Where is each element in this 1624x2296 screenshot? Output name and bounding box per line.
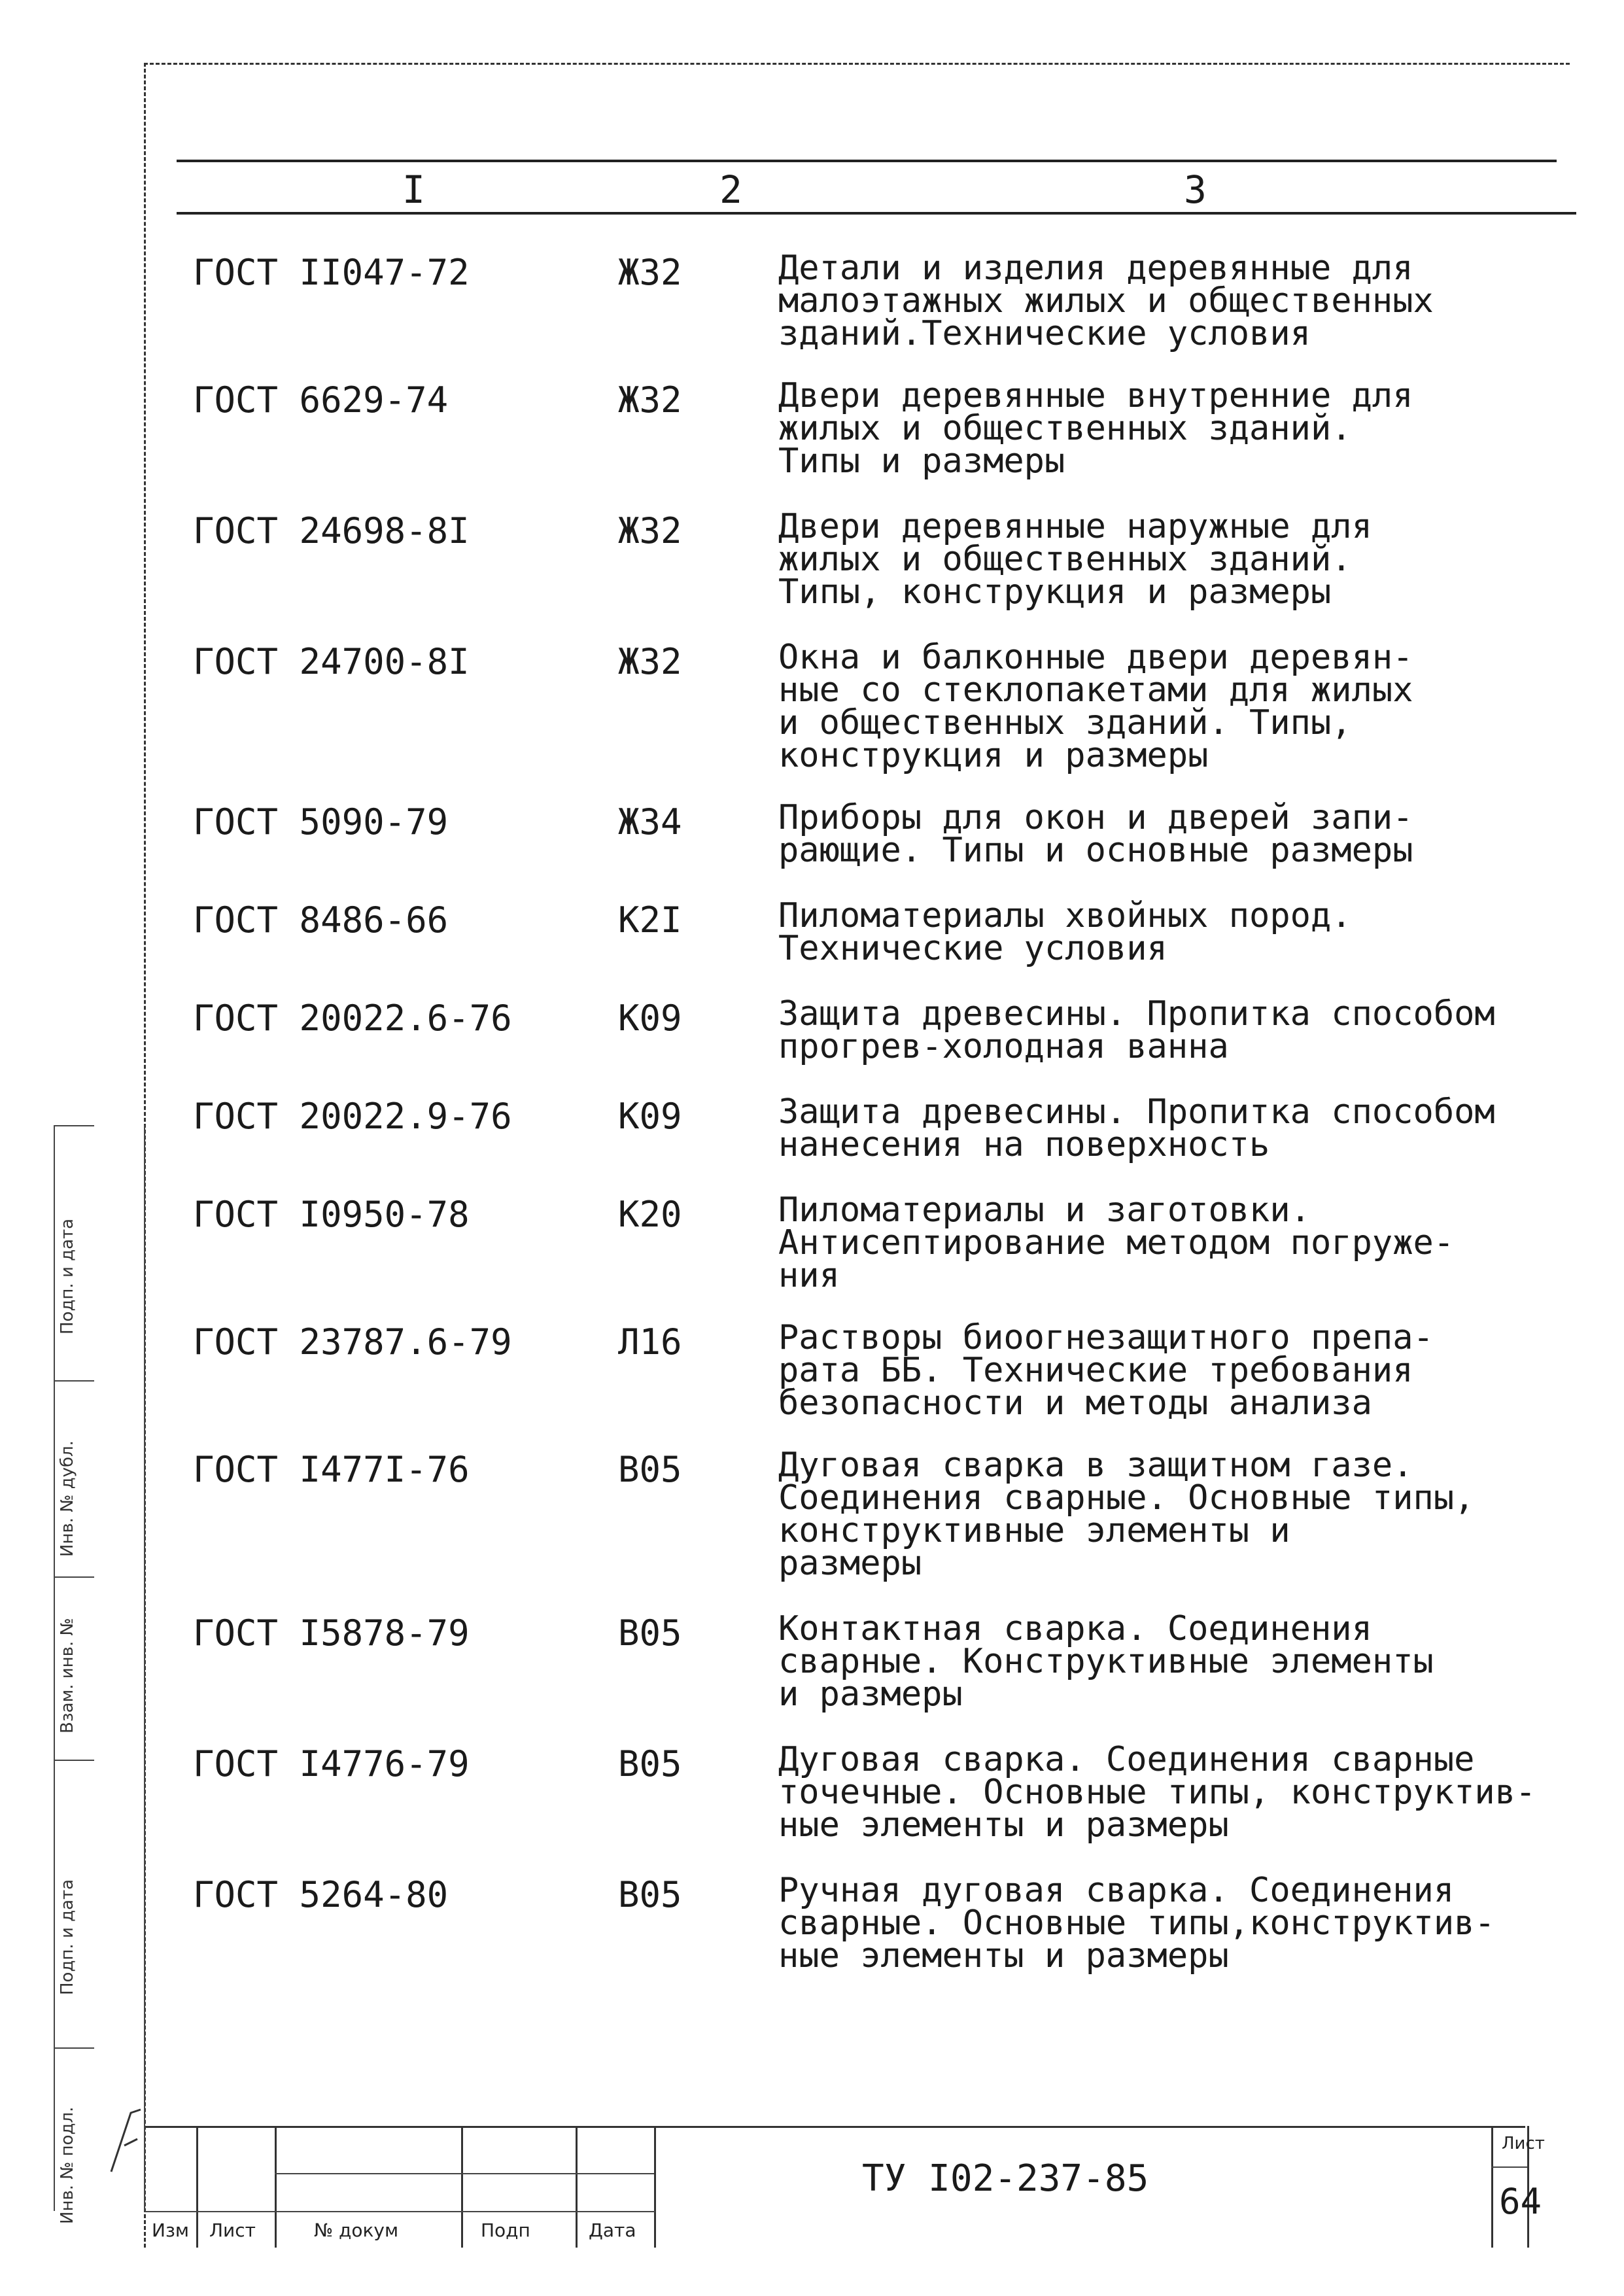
sheet-number: 64 xyxy=(1499,2181,1542,2222)
standard-number: ГОСТ I5878-79 xyxy=(193,1612,470,1654)
standard-number: ГОСТ 8486-66 xyxy=(193,899,449,941)
classification-code: В05 xyxy=(618,1874,682,1915)
label-izm: Изм xyxy=(152,2219,189,2241)
label-list: Лист xyxy=(209,2219,256,2241)
standard-number: ГОСТ 23787.6-79 xyxy=(193,1321,512,1363)
standard-number: ГОСТ 20022.6-76 xyxy=(193,998,512,1039)
classification-code: В05 xyxy=(618,1449,682,1490)
title-block-divider xyxy=(654,2126,656,2248)
standard-number: ГОСТ 5264-80 xyxy=(193,1874,449,1915)
title-block-divider xyxy=(1491,2126,1493,2248)
classification-code: К09 xyxy=(618,998,682,1039)
label-doc-number: № докум xyxy=(314,2219,399,2241)
column-header-2: 2 xyxy=(719,167,742,212)
standard-title: Дуговая сварка в защитном газе. Соединения сварные. Основные типы, конструктивные элементы и размеры xyxy=(778,1446,1475,1583)
classification-code: К20 xyxy=(618,1194,682,1235)
title-block-divider xyxy=(275,2126,277,2248)
standard-title: Защита древесины. Пропитка способом нанесения на поверхность xyxy=(778,1092,1495,1164)
label-date: Дата xyxy=(589,2219,636,2241)
standard-number: ГОСТ I0950-78 xyxy=(193,1194,470,1235)
stamp-label: Подп. и дата xyxy=(58,1218,77,1334)
standard-number: ГОСТ I4776-79 xyxy=(193,1743,470,1784)
stamp-label: Инв. № дубл. xyxy=(58,1440,77,1557)
title-block-divider xyxy=(461,2126,463,2248)
standard-number: ГОСТ II047-72 xyxy=(193,252,470,293)
standard-number: ГОСТ 20022.9-76 xyxy=(193,1096,512,1137)
standard-title: Контактная сварка. Соединения сварные. Конструктивные элементы и размеры xyxy=(778,1609,1434,1714)
classification-code: В05 xyxy=(618,1612,682,1654)
classification-code: Ж32 xyxy=(618,641,682,682)
stamp-divider xyxy=(55,2047,94,2049)
frame-top-border xyxy=(144,63,1570,65)
stamp-divider xyxy=(55,1125,94,1126)
stamp-divider xyxy=(55,1380,94,1382)
classification-code: К2I xyxy=(618,899,682,941)
title-block-row-rule xyxy=(1491,2166,1527,2168)
standard-title: Приборы для окон и дверей запи- рающие. Типы и основные размеры xyxy=(778,798,1413,870)
column-header-3: 3 xyxy=(1184,167,1207,212)
classification-code: Ж32 xyxy=(618,510,682,551)
standard-number: ГОСТ I477I-76 xyxy=(193,1449,470,1490)
title-block-row-rule xyxy=(275,2173,654,2174)
title-block-divider xyxy=(576,2126,578,2248)
title-block-divider xyxy=(196,2126,198,2248)
stamp-divider xyxy=(55,1760,94,1761)
label-signature: Подп xyxy=(481,2219,530,2241)
standard-title: Защита древесины. Пропитка способом прогрев-холодная ванна xyxy=(778,994,1495,1066)
standard-title: Растворы биоогнезащитного препа- рата ББ. Технические требования безопасности и методы анализа xyxy=(778,1318,1434,1423)
sheet-label: Лист xyxy=(1502,2134,1545,2153)
classification-code: Ж32 xyxy=(618,379,682,421)
standard-title: Окна и балконные двери деревян- ные со стеклопакетами для жилых и общественных зданий. Типы, конструкция и размеры xyxy=(778,638,1413,775)
standard-title: Дуговая сварка. Соединения сварные точечные. Основные типы, конструктив- ные элементы и размеры xyxy=(778,1740,1536,1845)
handwritten-signature xyxy=(105,2100,144,2178)
table-header-bottom-rule xyxy=(177,212,1576,215)
standard-title: Детали и изделия деревянные для малоэтажных жилых и общественных зданий.Технические условия xyxy=(778,249,1434,353)
classification-code: Л16 xyxy=(618,1321,682,1363)
title-block-row-rule xyxy=(145,2211,655,2212)
stamp-label: Подп. и дата xyxy=(58,1879,77,1995)
table-header-top-rule xyxy=(177,160,1557,162)
standard-title: Двери деревянные наружные для жилых и общественных зданий. Типы, конструкция и размеры xyxy=(778,507,1372,612)
classification-code: В05 xyxy=(618,1743,682,1784)
column-header-1: I xyxy=(402,167,425,212)
standard-title: Пиломатериалы и заготовки. Антисептирование методом погруже- ния xyxy=(778,1191,1455,1295)
standard-title: Пиломатериалы хвойных пород. Технические условия xyxy=(778,896,1352,968)
standard-number: ГОСТ 24700-8I xyxy=(193,641,470,682)
classification-code: К09 xyxy=(618,1096,682,1137)
classification-code: Ж34 xyxy=(618,801,682,843)
stamp-label: Взам. инв. № xyxy=(58,1618,77,1733)
stamp-label: Инв. № подл. xyxy=(58,2106,77,2224)
stamp-divider xyxy=(55,1576,94,1578)
classification-code: Ж32 xyxy=(618,252,682,293)
standard-number: ГОСТ 5090-79 xyxy=(193,801,449,843)
standard-number: ГОСТ 6629-74 xyxy=(193,379,449,421)
standard-title: Двери деревянные внутренние для жилых и общественных зданий. Типы и размеры xyxy=(778,376,1413,481)
standard-title: Ручная дуговая сварка. Соединения сварные. Основные типы,конструктив- ные элементы и размеры xyxy=(778,1871,1495,1975)
standard-number: ГОСТ 24698-8I xyxy=(193,510,470,551)
document-designation: ТУ I02-237-85 xyxy=(862,2157,1149,2200)
